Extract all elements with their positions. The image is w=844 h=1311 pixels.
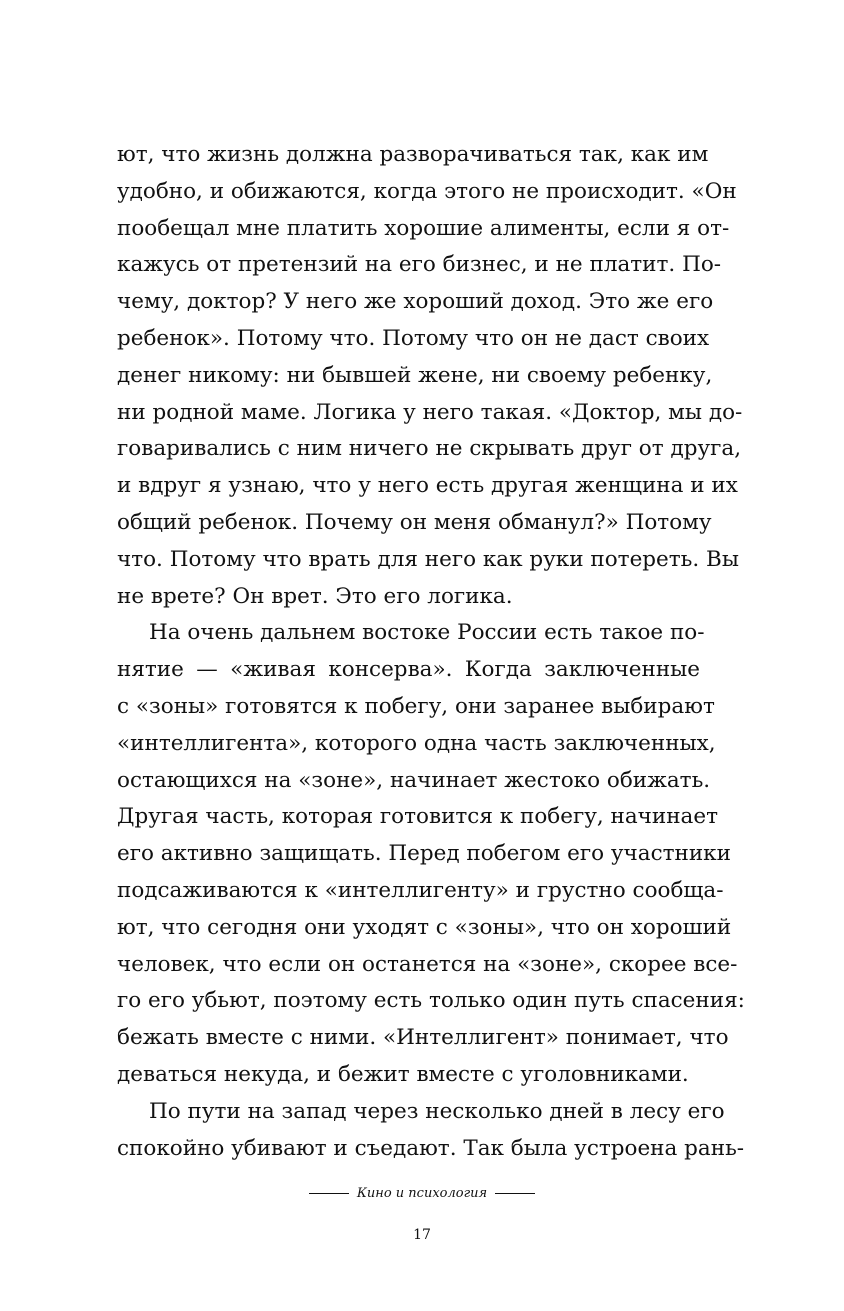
text-line: человек, что если он останется на «зоне», скорее все- xyxy=(117,951,738,977)
text-line: ют, что сегодня они уходят с «зоны», что он хороший xyxy=(117,914,732,940)
text-line: нятие — «живая консерва». Когда заключенные xyxy=(117,657,700,683)
text-line: бежать вместе с ними. «Интеллигент» понимает, что xyxy=(117,1025,729,1051)
text-line: ни родной маме. Логика у него такая. «Доктор, мы до- xyxy=(117,399,743,425)
text-line: не врете? Он врет. Это его логика. xyxy=(117,583,513,609)
text-line: его активно защищать. Перед побегом его участники xyxy=(117,841,731,867)
page-number: 17 xyxy=(413,1227,431,1243)
text-line: общий ребенок. Почему он меня обманул?» Потому xyxy=(117,509,712,535)
paragraph xyxy=(117,1094,745,1168)
running-footer xyxy=(0,1186,844,1201)
footer-rule-right xyxy=(495,1193,535,1194)
text-line: чему, доктор? У него же хороший доход. Это же его xyxy=(117,289,714,315)
text-line: ют, что жизнь должна разворачиваться так, как им xyxy=(117,142,709,167)
text-line: говаривались с ним ничего не скрывать друг от друга, xyxy=(117,436,742,462)
paragraph xyxy=(117,137,743,615)
running-title: Кино и психология xyxy=(356,1186,488,1201)
text-line: с «зоны» готовятся к побегу, они заранее выбирают xyxy=(117,693,715,719)
body-text xyxy=(117,137,745,1167)
footer-rule-left xyxy=(309,1193,349,1194)
text-line: удобно, и обижаются, когда этого не происходит. «Он xyxy=(117,178,737,204)
text-line: и вдруг я узнаю, что у него есть другая женщина и их xyxy=(117,473,738,499)
text-line: спокойно убивают и съедают. Так была устроена рань- xyxy=(117,1135,745,1161)
text-line: пообещал мне платить хорошие алименты, если я от- xyxy=(117,215,730,241)
text-line: «интеллигента», которого одна часть заключенных, xyxy=(117,730,716,756)
text-line: деваться некуда, и бежит вместе с уголовниками. xyxy=(117,1061,689,1087)
text-line: кажусь от претензий на его бизнес, и не платит. По- xyxy=(117,252,722,278)
text-line: что. Потому что врать для него как руки потереть. Вы xyxy=(117,546,739,572)
text-line: го его убьют, поэтому есть только один путь спасения: xyxy=(117,988,745,1014)
text-line: По пути на запад через несколько дней в лесу его xyxy=(149,1098,725,1124)
text-line: денег никому: ни бывшей жене, ни своему ребенку, xyxy=(117,362,713,388)
text-line: подсаживаются к «интеллигенту» и грустно сообща- xyxy=(117,877,724,903)
text-line: остающихся на «зоне», начинает жестоко обижать. xyxy=(117,767,711,793)
text-line: ребенок». Потому что. Потому что он не даст своих xyxy=(117,325,710,351)
paragraph xyxy=(117,615,745,1093)
text-line: На очень дальнем востоке России есть такое по- xyxy=(149,620,705,646)
text-line: Другая часть, которая готовится к побегу, начинает xyxy=(117,804,718,830)
